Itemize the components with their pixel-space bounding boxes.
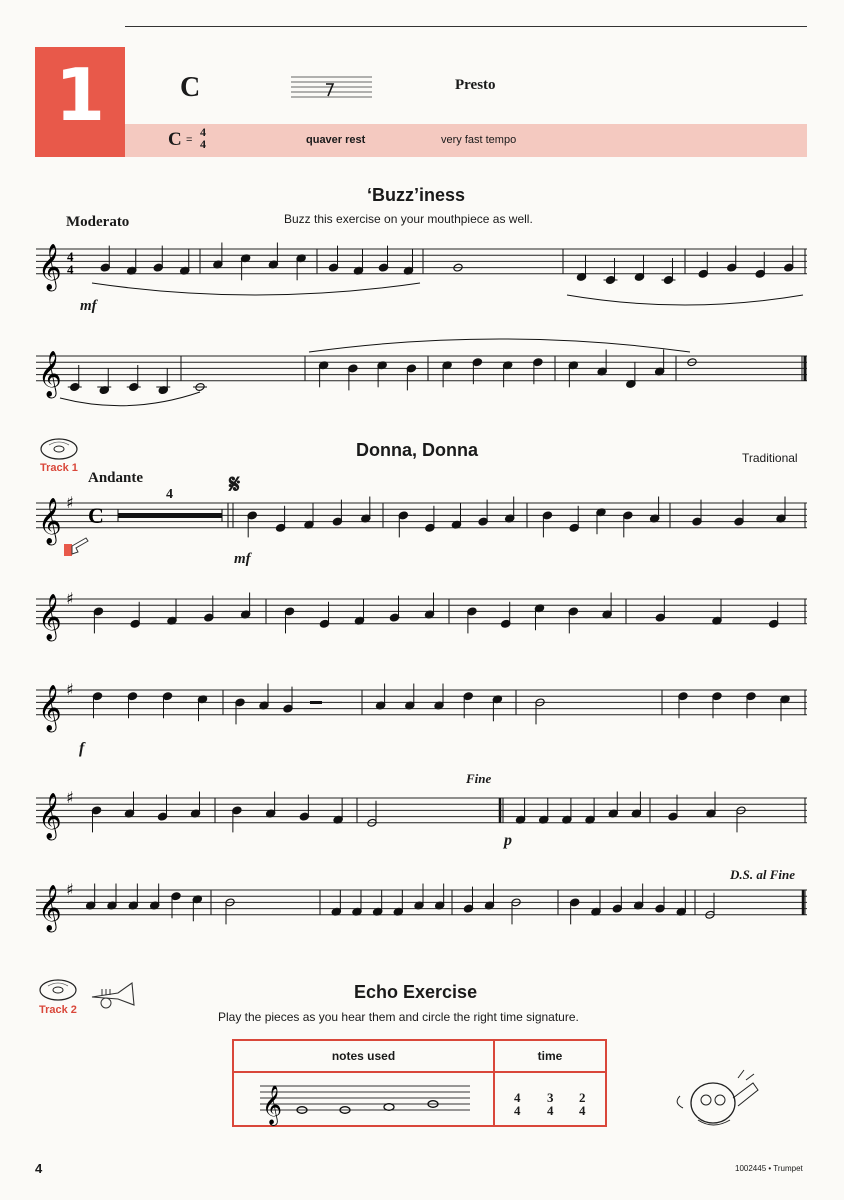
key-sharp: ♯ bbox=[66, 493, 74, 512]
slur bbox=[567, 295, 803, 305]
presto-label: Presto bbox=[455, 77, 496, 93]
treble-clef-icon: 𝄞 bbox=[38, 350, 62, 397]
time-signature-top: 4 bbox=[67, 249, 74, 264]
key-sharp: ♯ bbox=[66, 680, 74, 699]
buzziness-title: ‘Buzz’iness bbox=[367, 185, 466, 205]
key-sharp: ♯ bbox=[66, 589, 74, 608]
equation-equals: = bbox=[186, 134, 193, 146]
time-option-3-4[interactable]: 3 4 bbox=[547, 1090, 554, 1118]
treble-clef-icon: 𝄞 bbox=[262, 1085, 283, 1125]
echo-title: Echo Exercise bbox=[354, 982, 478, 1002]
equation-denominator: 4 bbox=[200, 137, 206, 151]
whole-note bbox=[384, 1104, 394, 1111]
treble-clef-icon: 𝄞 bbox=[38, 593, 62, 640]
andante-label: Andante bbox=[88, 470, 144, 486]
key-sharp: ♯ bbox=[66, 880, 74, 899]
common-time-icon: C bbox=[88, 503, 104, 528]
donna-title: Donna, Donna bbox=[356, 440, 478, 460]
treble-clef-icon: 𝄞 bbox=[38, 684, 62, 731]
segno-sign: 𝄋 bbox=[229, 470, 241, 499]
dynamic-f: f bbox=[79, 740, 85, 757]
footer-code: 1002445 • Trumpet bbox=[735, 1164, 803, 1173]
dynamic-p: p bbox=[504, 832, 512, 849]
buzz-instruction: Buzz this exercise on your mouthpiece as well. bbox=[284, 212, 533, 226]
common-time-symbol: C bbox=[180, 72, 201, 103]
quaver-rest-label: quaver rest bbox=[306, 134, 366, 146]
treble-clef-icon: 𝄞 bbox=[38, 243, 62, 290]
col-notes-used: notes used bbox=[234, 1041, 493, 1073]
time-signature-bottom: 4 bbox=[67, 262, 74, 277]
time-option-4-4[interactable]: 4 4 bbox=[514, 1090, 521, 1118]
treble-clef-icon: 𝄞 bbox=[38, 497, 62, 544]
col-time: time bbox=[495, 1041, 605, 1073]
time-option-2-4[interactable]: 2 4 bbox=[579, 1090, 586, 1118]
moderato-label: Moderato bbox=[66, 214, 130, 230]
half-rest bbox=[310, 701, 322, 704]
fine-label: Fine bbox=[466, 771, 492, 786]
multi-rest-count: 4 bbox=[166, 487, 173, 502]
ds-al-fine-label: D.S. al Fine bbox=[730, 867, 796, 882]
slur bbox=[309, 339, 690, 352]
composer-label: Traditional bbox=[742, 451, 798, 465]
treble-clef-icon: 𝄞 bbox=[38, 884, 62, 931]
track-2-label: Track 2 bbox=[39, 1004, 77, 1016]
slur bbox=[60, 392, 200, 406]
equation-c: C bbox=[168, 129, 182, 150]
dynamic-mf-2: mf bbox=[234, 551, 251, 567]
equation-numerator: 4 bbox=[200, 125, 206, 139]
track-1-label: Track 1 bbox=[40, 462, 78, 474]
key-sharp: ♯ bbox=[66, 788, 74, 807]
page-number: 4 bbox=[35, 1161, 43, 1176]
slur bbox=[92, 283, 420, 295]
echo-instruction: Play the pieces as you hear them and circle the right time signature. bbox=[218, 1010, 579, 1024]
unit-number: 1 bbox=[54, 53, 106, 137]
treble-clef-icon: 𝄞 bbox=[38, 792, 62, 839]
quaver-rest-icon bbox=[326, 84, 333, 96]
very-fast-label: very fast tempo bbox=[441, 134, 517, 146]
dynamic-mf-1: mf bbox=[80, 298, 97, 314]
multi-measure-rest bbox=[118, 513, 222, 518]
